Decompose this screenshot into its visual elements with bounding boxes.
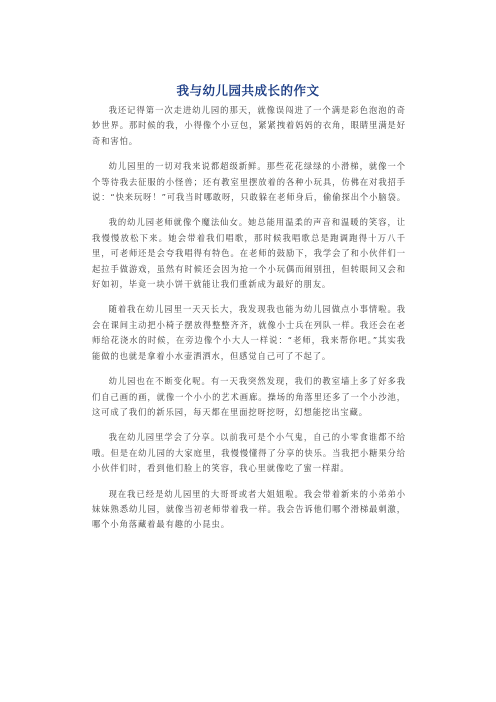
paragraph-7: 现在我已经是幼儿园里的大哥哥或者大姐姐啦。我会带着新来的小弟弟小妹妹熟悉幼儿园，就像当初老师带着我一样。我会告诉他们哪个滑梯最刺激，哪个小角落藏着最有趣的小昆虫。 <box>92 488 406 530</box>
document-body <box>92 103 406 543</box>
paragraph-2: 幼儿园里的一切对我来说都超级新鲜。那些花花绿绿的小滑梯，就像一个个等待我去征服的小怪兽；还有教室里摆放着的各种小玩具，仿佛在对我招手说：“快来玩呀！”可我当时哪敢呀，只敢躲在老师身后，偷偷探出个小脑袋。 <box>92 161 406 203</box>
paragraph-1: 我还记得第一次走进幼儿园的那天，就像误闯进了一个满是彩色泡泡的奇妙世界。那时候的我，小得像个小豆包，紧紧拽着妈妈的衣角，眼睛里满是好奇和害怕。 <box>92 105 406 146</box>
document-title: 我与幼儿园共成长的作文 <box>176 83 320 98</box>
paragraph-5: 幼儿园也在不断变化呢。有一天我突然发现，我们的教室墙上多了好多我们自己画的画，就像一个小小的艺术画廊。操场的角落里还多了一个小沙池，这可成了我们的新乐园，每天都在里面挖呀挖呀，幻想能挖出宝藏。 <box>92 376 406 417</box>
paragraph-4: 随着我在幼儿园里一天天长大，我发现我也能为幼儿园做点小事情啦。我会在课间主动把小椅子摆放得整整齐齐，就像小士兵在列队一样。我还会在老师给花浇水的时候，在旁边像个小大人一样说：“老师，我来帮你吧。”其实我能做的也就是拿着小水壶洒洒水，但感觉自己可了不起了。 <box>92 304 406 361</box>
paragraph-6: 我在幼儿园里学会了分享。以前我可是个小气鬼，自己的小零食谁都不给哦。但是在幼儿园的大家庭里，我慢慢懂得了分享的快乐。当我把小糖果分给小伙伴们时，看到他们脸上的笑容，我心里就像吃了蜜一样甜。 <box>92 432 406 474</box>
paragraph-3: 我的幼儿园老师就像个魔法仙女。她总能用温柔的声音和温暖的笑容，让我慢慢放松下来。她会带着我们唱歌，那时候我唱歌总是跑调跑得十万八千里，可老师还是会夸我唱得有特色。在老师的鼓励下，我学会了和小伙伴们一起拉手做游戏，虽然有时候还会因为抢一个小玩偶而闹别扭，但转眼间又会和好如初，毕竟一块小饼干就能让我们重新成为最好的朋友。 <box>92 217 406 290</box>
